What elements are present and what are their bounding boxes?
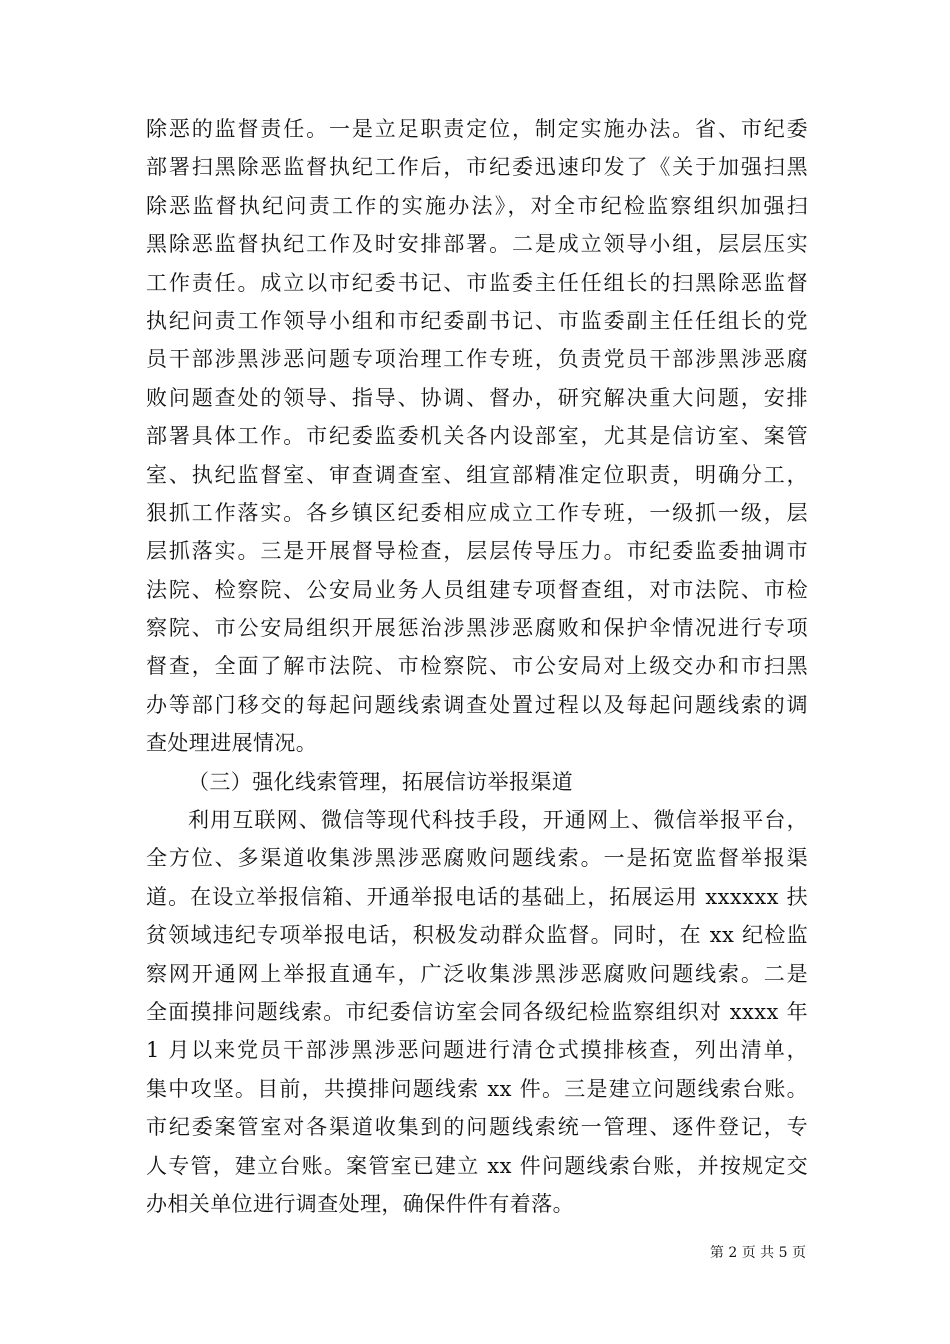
text-line: 察院、市公安局组织开展惩治涉黑涉恶腐败和保护伞情况进行专项 (146, 616, 808, 641)
text-line: 法院、检察院、公安局业务人员组建专项督查组，对市法院、市检 (146, 577, 808, 602)
text-line: 部署扫黑除恶监督执纪工作后，市纪委迅速印发了《关于加强扫黑 (146, 155, 808, 180)
text-line: 督查，全面了解市法院、市检察院、市公安局对上级交办和市扫黑 (146, 654, 808, 679)
text-line: 执纪问责工作领导小组和市纪委副书记、市监委副主任任组长的党 (146, 308, 808, 333)
text-line: 人专管，建立台账。案管室已建立 xx 件问题线索台账，并按规定交 (146, 1153, 808, 1178)
text-line: 办等部门移交的每起问题线索调查处置过程以及每起问题线索的调 (146, 692, 808, 717)
text-line: 除恶监督执纪问责工作的实施办法》，对全市纪检监察组织加强扫 (146, 193, 808, 218)
text-line: 市纪委案管室对各渠道收集到的问题线索统一管理、逐件登记，专 (146, 1115, 808, 1140)
text-line: 员干部涉黑涉恶问题专项治理工作专班，负责党员干部涉黑涉恶腐 (146, 347, 808, 372)
document-body (146, 110, 808, 1223)
text-line: 察网开通网上举报直通车，广泛收集涉黑涉恶腐败问题线索。二是 (146, 961, 808, 986)
text-line: 层抓落实。三是开展督导检查，层层传导压力。市纪委监委抽调市 (146, 539, 808, 564)
text-line: 工作责任。成立以市纪委书记、市监委主任任组长的扫黑除恶监督 (146, 270, 808, 295)
text-line: 全方位、多渠道收集涉黑涉恶腐败问题线索。一是拓宽监督举报渠 (146, 846, 808, 871)
page-number-footer: 第 2 页 共 5 页 (709, 1245, 806, 1261)
text-line: 贫领域违纪专项举报电话，积极发动群众监督。同时，在 xx 纪检监 (146, 923, 808, 948)
text-line: 查处理进展情况。 (146, 731, 318, 756)
text-line: 室、执纪监督室、审查调查室、组宣部精准定位职责，明确分工， (146, 462, 808, 487)
text-line: 全面摸排问题线索。市纪委信访室会同各级纪检监察组织对 xxxx 年 (146, 999, 808, 1024)
text-line: 1 月以来党员干部涉黑涉恶问题进行清仓式摸排核查，列出清单， (146, 1038, 808, 1063)
section-heading: （三）强化线索管理，拓展信访举报渠道 (188, 769, 574, 794)
text-line: 狠抓工作落实。各乡镇区纪委相应成立工作专班，一级抓一级，层 (146, 500, 808, 525)
text-line: 道。在设立举报信箱、开通举报电话的基础上，拓展运用 xxxxxx 扶 (146, 884, 808, 909)
text-line: 黑除恶监督执纪工作及时安排部署。二是成立领导小组，层层压实 (146, 232, 808, 257)
text-line: 利用互联网、微信等现代科技手段，开通网上、微信举报平台， (188, 808, 808, 833)
text-line: 败问题查处的领导、指导、协调、督办，研究解决重大问题，安排 (146, 385, 808, 410)
text-line: 办相关单位进行调查处理，确保件件有着落。 (146, 1191, 574, 1216)
text-line: 除恶的监督责任。一是立足职责定位，制定实施办法。省、市纪委 (146, 117, 808, 141)
text-line: 部署具体工作。市纪委监委机关各内设部室，尤其是信访室、案管 (146, 424, 808, 449)
text-line: 集中攻坚。目前，共摸排问题线索 xx 件。三是建立问题线索台账。 (146, 1076, 808, 1101)
